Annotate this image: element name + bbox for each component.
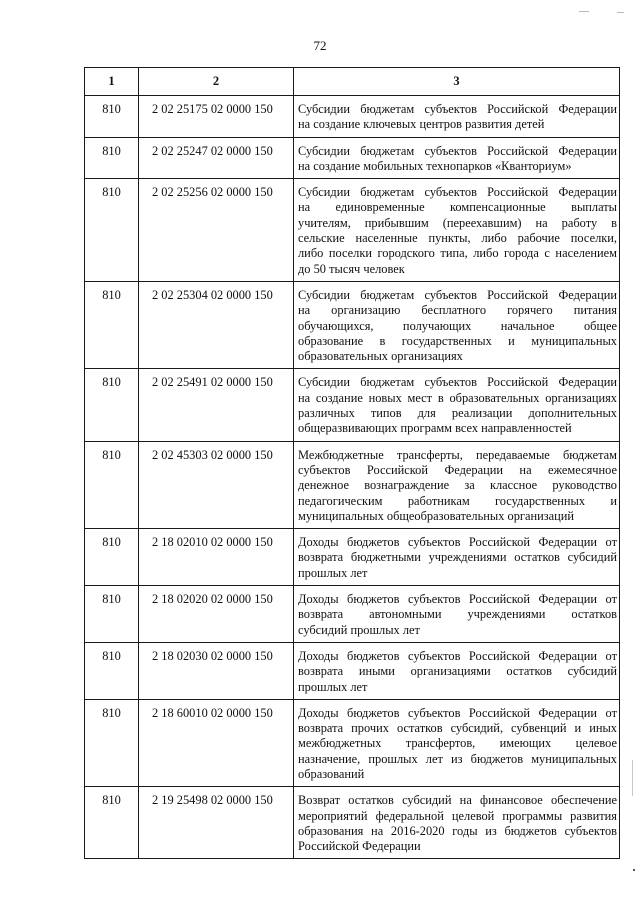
revenue-name-line: возврата иными организациями остатков субсидий [298, 664, 617, 679]
revenue-name-line: Доходы бюджетов субъектов Российской Федерации от [298, 535, 617, 550]
table-row [85, 369, 620, 441]
revenue-name-line: Субсидии бюджетам субъектов Российской Федерации [298, 287, 617, 302]
admin-code-cell: 810 [85, 96, 139, 138]
budget-code-cell: 2 18 02030 02 0000 150 [139, 642, 294, 699]
revenue-name-cell [294, 699, 620, 786]
revenue-name-line: субсидий прошлых лет [298, 622, 420, 637]
scan-artifact [579, 11, 589, 12]
revenue-name-cell [294, 787, 620, 859]
table-row [85, 179, 620, 282]
budget-code-cell: 2 02 45303 02 0000 150 [139, 441, 294, 528]
table-row [85, 281, 620, 368]
table-row [85, 699, 620, 786]
admin-code-cell: 810 [85, 369, 139, 441]
revenue-name-cell [294, 137, 620, 179]
revenue-name-line: муниципальных общеобразовательных организаций [298, 508, 575, 523]
revenue-name-line: субъектов Российской Федерации на ежемесячное [298, 462, 617, 477]
table-row [85, 96, 620, 138]
revenue-name-line: Доходы бюджетов субъектов Российской Федерации от [298, 648, 617, 663]
column-header-2: 2 [139, 68, 294, 96]
revenue-name-cell [294, 642, 620, 699]
budget-code-cell: 2 02 25247 02 0000 150 [139, 137, 294, 179]
revenue-name-line: Межбюджетные трансферты, передаваемые бюджетам [298, 447, 617, 462]
revenue-name-cell [294, 586, 620, 643]
revenue-name-line: образование в государственных и муниципальных [298, 333, 617, 348]
table-row [85, 787, 620, 859]
revenue-name-line: назначение, прошлых лет из бюджетов муниципальных [298, 751, 617, 766]
revenue-name-line: межбюджетных трансфертов, имеющих целевое [298, 736, 617, 751]
budget-code-cell: 2 18 02020 02 0000 150 [139, 586, 294, 643]
scan-artifact [633, 869, 635, 871]
table-row [85, 642, 620, 699]
admin-code-cell: 810 [85, 281, 139, 368]
revenue-name-line: денежное вознаграждение за классное руководство [298, 478, 617, 493]
revenue-name-line: на организацию бесплатного горячего питания [298, 303, 617, 318]
budget-code-cell: 2 02 25491 02 0000 150 [139, 369, 294, 441]
revenue-name-line: прошлых лет [298, 679, 368, 694]
budget-code-table [84, 67, 620, 859]
table-header-row [85, 68, 620, 96]
revenue-name-line: на создание ключевых центров развития детей [298, 117, 545, 132]
revenue-name-line: на создание мобильных технопарков «Кванториум» [298, 158, 572, 173]
revenue-name-line: Возврат остатков субсидий на финансовое обеспечение [298, 793, 617, 808]
revenue-name-line: обучающихся, получающих начальное общее [298, 318, 617, 333]
table-row [85, 137, 620, 179]
revenue-name-line: на единовременные компенсационные выплаты [298, 200, 617, 215]
revenue-name-line: возврата автономными учреждениями остатков [298, 607, 617, 622]
revenue-name-line: образований [298, 766, 365, 781]
scan-artifact [632, 760, 633, 796]
admin-code-cell: 810 [85, 137, 139, 179]
admin-code-cell: 810 [85, 586, 139, 643]
revenue-name-line: педагогическим работникам государственных и [298, 493, 617, 508]
revenue-name-cell [294, 441, 620, 528]
admin-code-cell: 810 [85, 441, 139, 528]
column-header-3: 3 [294, 68, 620, 96]
revenue-name-line: Субсидии бюджетам субъектов Российской Федерации [298, 102, 617, 116]
revenue-name-line: прошлых лет [298, 565, 368, 580]
table-body [85, 96, 620, 859]
revenue-name-line: либо поселки городского типа, либо города с населением [298, 246, 617, 261]
revenue-name-line: Субсидии бюджетам субъектов Российской Федерации [298, 185, 617, 200]
admin-code-cell: 810 [85, 642, 139, 699]
revenue-name-line: Доходы бюджетов субъектов Российской Федерации от [298, 592, 617, 607]
budget-code-cell: 2 02 25304 02 0000 150 [139, 281, 294, 368]
revenue-name-line: Доходы бюджетов субъектов Российской Федерации от [298, 705, 617, 720]
revenue-name-line: возврата бюджетными учреждениями остатков субсидий [298, 550, 617, 565]
revenue-name-line: возврата прочих остатков субсидий, субвенций и иных [298, 721, 617, 736]
scan-artifact [617, 12, 624, 13]
revenue-name-line: общеразвивающих программ всех направленностей [298, 421, 572, 436]
table-row [85, 586, 620, 643]
revenue-name-cell [294, 96, 620, 138]
revenue-name-line: Российской Федерации [298, 839, 421, 854]
revenue-name-line: образовательных организациях [298, 349, 463, 364]
revenue-name-line: учителям, прибывшим (переехавшим) на работу в [298, 215, 617, 230]
admin-code-cell: 810 [85, 787, 139, 859]
table-row [85, 441, 620, 528]
revenue-name-line: различных типов для реализации дополнительных [298, 406, 617, 421]
revenue-name-cell [294, 529, 620, 586]
revenue-name-cell [294, 179, 620, 282]
revenue-name-line: сельские населенные пункты, либо рабочие поселки, [298, 231, 617, 246]
budget-code-cell: 2 02 25175 02 0000 150 [139, 96, 294, 138]
revenue-name-line: на создание новых мест в образовательных организациях [298, 390, 617, 405]
budget-code-cell: 2 18 60010 02 0000 150 [139, 699, 294, 786]
revenue-name-cell [294, 281, 620, 368]
admin-code-cell: 810 [85, 529, 139, 586]
page-number: 72 [313, 38, 327, 53]
budget-code-cell: 2 02 25256 02 0000 150 [139, 179, 294, 282]
revenue-name-line: мероприятий федеральной целевой программы развития [298, 808, 617, 823]
budget-code-cell: 2 18 02010 02 0000 150 [139, 529, 294, 586]
column-header-1: 1 [85, 68, 139, 96]
admin-code-cell: 810 [85, 179, 139, 282]
revenue-name-cell [294, 369, 620, 441]
revenue-name-line: Субсидии бюджетам субъектов Российской Федерации [298, 143, 617, 158]
table-row [85, 529, 620, 586]
revenue-name-line: до 50 тысяч человек [298, 261, 405, 276]
admin-code-cell: 810 [85, 699, 139, 786]
revenue-name-line: образования на 2016-2020 годы из бюджетов субъектов [298, 823, 617, 838]
revenue-name-line: Субсидии бюджетам субъектов Российской Федерации [298, 375, 617, 390]
budget-code-cell: 2 19 25498 02 0000 150 [139, 787, 294, 859]
